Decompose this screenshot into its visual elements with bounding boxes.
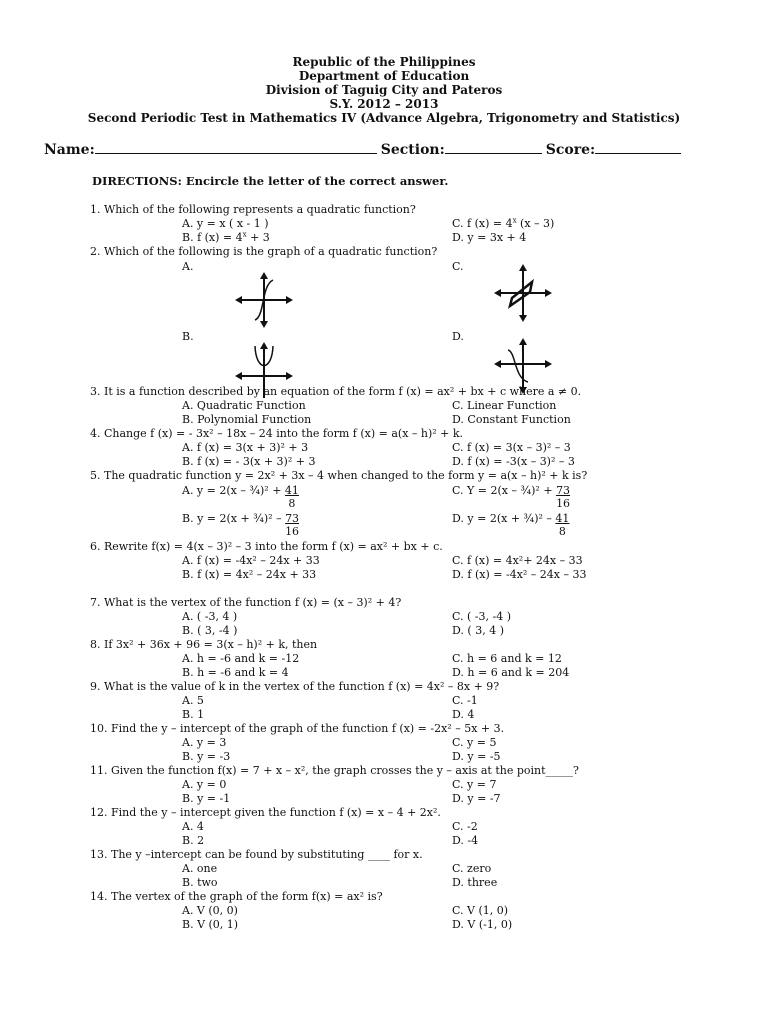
- q5-d-numerator: 41: [555, 512, 570, 525]
- q7-option-b[interactable]: B. ( 3, -4 ): [182, 624, 238, 637]
- question-6: 6. Rewrite f(x) = 4(x – 3)² – 3 into the form f (x) = ax² + bx + c.: [90, 540, 443, 553]
- q9-option-a[interactable]: A. 5: [182, 694, 204, 707]
- header-division: Division of Taguig City and Pateros: [265, 83, 503, 97]
- q5-option-c[interactable]: [452, 484, 570, 510]
- q2-option-c[interactable]: C.: [452, 260, 464, 273]
- q13-option-a[interactable]: A. one: [182, 862, 218, 875]
- q5-c-numerator: 73: [556, 484, 571, 497]
- q14-option-d[interactable]: D. V (-1, 0): [452, 918, 513, 931]
- q11-option-a[interactable]: A. y = 0: [182, 778, 227, 791]
- q5-a-text: A. y = 2(x – ¾)² +: [182, 484, 285, 497]
- q5-option-a[interactable]: [182, 484, 299, 510]
- question-2: 2. Which of the following is the graph of a quadratic function?: [90, 245, 438, 258]
- header-republic: Republic of the Philippines: [292, 55, 476, 69]
- q8-option-b[interactable]: B. h = -6 and k = 4: [182, 666, 289, 679]
- student-info-line: [44, 141, 744, 158]
- header-school-year: S.Y. 2012 – 2013: [329, 97, 439, 111]
- q5-option-b[interactable]: [182, 512, 299, 538]
- q3-option-d[interactable]: D. Constant Function: [452, 413, 571, 426]
- q7-option-d[interactable]: D. ( 3, 4 ): [452, 624, 504, 637]
- q4-option-d[interactable]: D. f (x) = -3(x – 3)² – 3: [452, 455, 575, 468]
- q9-option-d[interactable]: D. 4: [452, 708, 475, 721]
- question-11: 11. Given the function f(x) = 7 + x – x², the graph crosses the y – axis at the point_____?: [90, 764, 579, 777]
- question-3: 3. It is a function described by an equation of the form f (x) = ax² + bx + c where a ≠ 0.: [90, 385, 582, 398]
- q5-a-denominator: 8: [288, 497, 296, 510]
- score-field[interactable]: [595, 141, 681, 154]
- q12-option-a[interactable]: A. 4: [182, 820, 204, 833]
- question-13: 13. The y –intercept can be found by substituting ____ for x.: [90, 848, 423, 861]
- question-9: 9. What is the value of k in the vertex of the function f (x) = 4x² – 8x + 9?: [90, 680, 500, 693]
- section-label: Section:: [380, 142, 445, 158]
- q9-option-b[interactable]: B. 1: [182, 708, 205, 721]
- question-7: 7. What is the vertex of the function f (x) = (x – 3)² + 4?: [90, 596, 402, 609]
- section-field[interactable]: [445, 141, 542, 154]
- q12-option-b[interactable]: B. 2: [182, 834, 205, 847]
- q1-option-d[interactable]: D. y = 3x + 4: [452, 231, 527, 244]
- q1-option-b-tail: + 3: [246, 231, 270, 244]
- q8-option-d[interactable]: D. h = 6 and k = 204: [452, 666, 570, 679]
- q14-option-b[interactable]: B. V (0, 1): [182, 918, 239, 931]
- q12-option-c[interactable]: C. -2: [452, 820, 478, 833]
- q7-option-a[interactable]: A. ( -3, 4 ): [182, 610, 238, 623]
- graph-c-icon: [494, 264, 552, 322]
- question-14: 14. The vertex of the graph of the form f(x) = ax² is?: [90, 890, 383, 903]
- q9-option-c[interactable]: C. -1: [452, 694, 478, 707]
- question-12: 12. Find the y – intercept given the function f (x) = x – 4 + 2x².: [90, 806, 441, 819]
- q11-option-b[interactable]: B. y = -1: [182, 792, 231, 805]
- q8-option-c[interactable]: C. h = 6 and k = 12: [452, 652, 562, 665]
- q10-option-c[interactable]: C. y = 5: [452, 736, 497, 749]
- q10-option-d[interactable]: D. y = -5: [452, 750, 501, 763]
- q8-option-a[interactable]: A. h = -6 and k = -12: [182, 652, 300, 665]
- q1-option-b[interactable]: B. f $(x) = 4^x + 3$: [182, 230, 270, 244]
- q4-option-c[interactable]: C. f (x) = 3(x – 3)² – 3: [452, 441, 571, 454]
- q2-option-a[interactable]: A.: [182, 260, 194, 273]
- question-8: 8. If 3x² + 36x + 96 = 3(x – h)² + k, then: [90, 638, 318, 651]
- q4-option-a[interactable]: A. f (x) = 3(x + 3)² + 3: [182, 441, 309, 454]
- directions: DIRECTIONS: Encircle the letter of the correct answer.: [92, 174, 449, 188]
- q3-option-c[interactable]: C. Linear Function: [452, 399, 557, 412]
- q5-b-numerator: 73: [285, 512, 300, 525]
- q10-option-b[interactable]: B. y = -3: [182, 750, 231, 763]
- q5-c-denominator: 16: [556, 497, 571, 510]
- question-5: 5. The quadratic function y = 2x² + 3x – 4 when changed to the form y = a(x – h)² + k is?: [90, 469, 588, 482]
- q5-b-text: B. y = 2(x + ¾)² –: [182, 512, 286, 525]
- q6-option-c[interactable]: C. f (x) = 4x²+ 24x – 33: [452, 554, 583, 567]
- q5-a-numerator: 41: [284, 484, 299, 497]
- q6-option-d[interactable]: D. f (x) = -4x² – 24x – 33: [452, 568, 587, 581]
- q1-option-b-text: B. f (x) = 4: [182, 231, 243, 244]
- q13-option-d[interactable]: D. three: [452, 876, 498, 889]
- q3-option-b[interactable]: B. Polynomial Function: [182, 413, 312, 426]
- q5-b-denominator: 16: [285, 525, 300, 538]
- q14-option-c[interactable]: C. V (1, 0): [452, 904, 509, 917]
- q11-option-d[interactable]: D. y = -7: [452, 792, 501, 805]
- header-test-title: Second Periodic Test in Mathematics IV (Advance Algebra, Trigonometry and Statistics): [87, 111, 681, 125]
- q3-option-a[interactable]: A. Quadratic Function: [182, 399, 306, 412]
- q13-option-c[interactable]: C. zero: [452, 862, 492, 875]
- document-header: [0, 55, 768, 125]
- name-field[interactable]: [95, 141, 377, 154]
- header-department: Department of Education: [298, 69, 470, 83]
- q5-d-denominator: 8: [558, 525, 566, 538]
- q5-option-d[interactable]: [452, 512, 569, 538]
- graph-a-icon: [235, 272, 293, 328]
- q7-option-c[interactable]: C. ( -3, -4 ): [452, 610, 512, 623]
- question-10: 10. Find the y – intercept of the graph of the function f (x) = -2x² – 5x + 3.: [90, 722, 505, 735]
- q1-option-c[interactable]: C. f $(x) = 4^x$ (x – 3): [452, 216, 555, 230]
- question-1: 1. Which of the following represents a quadratic function?: [90, 203, 416, 216]
- q6-option-a[interactable]: A. f (x) = -4x² – 24x + 33: [182, 554, 320, 567]
- q4-option-b[interactable]: B. f (x) = - 3(x + 3)² + 3: [182, 455, 316, 468]
- q2-option-d[interactable]: D.: [452, 330, 464, 343]
- name-label: Name:: [44, 142, 95, 158]
- q1-option-a[interactable]: A. y = x ( x - 1 ): [182, 217, 269, 230]
- q5-d-text: D. y = 2(x + ¾)² –: [452, 512, 556, 525]
- q2-option-b[interactable]: B.: [182, 330, 194, 343]
- q10-option-a[interactable]: A. y = 3: [182, 736, 227, 749]
- q5-c-text: C. Y = 2(x – ¾)² +: [452, 484, 557, 497]
- q6-option-b[interactable]: B. f (x) = 4x² – 24x + 33: [182, 568, 317, 581]
- q13-option-b[interactable]: B. two: [182, 876, 218, 889]
- question-4: 4. Change f (x) = - 3x² – 18x – 24 into the form f (x) = a(x – h)² + k.: [90, 427, 464, 440]
- q1-option-c-tail: (x – 3): [516, 217, 555, 230]
- q14-option-a[interactable]: A. V (0, 0): [182, 904, 238, 917]
- q12-option-d[interactable]: D. -4: [452, 834, 479, 847]
- q1-option-c-text: C. f (x) = 4: [452, 217, 513, 230]
- score-label: Score:: [545, 142, 596, 158]
- q11-option-c[interactable]: C. y = 7: [452, 778, 497, 791]
